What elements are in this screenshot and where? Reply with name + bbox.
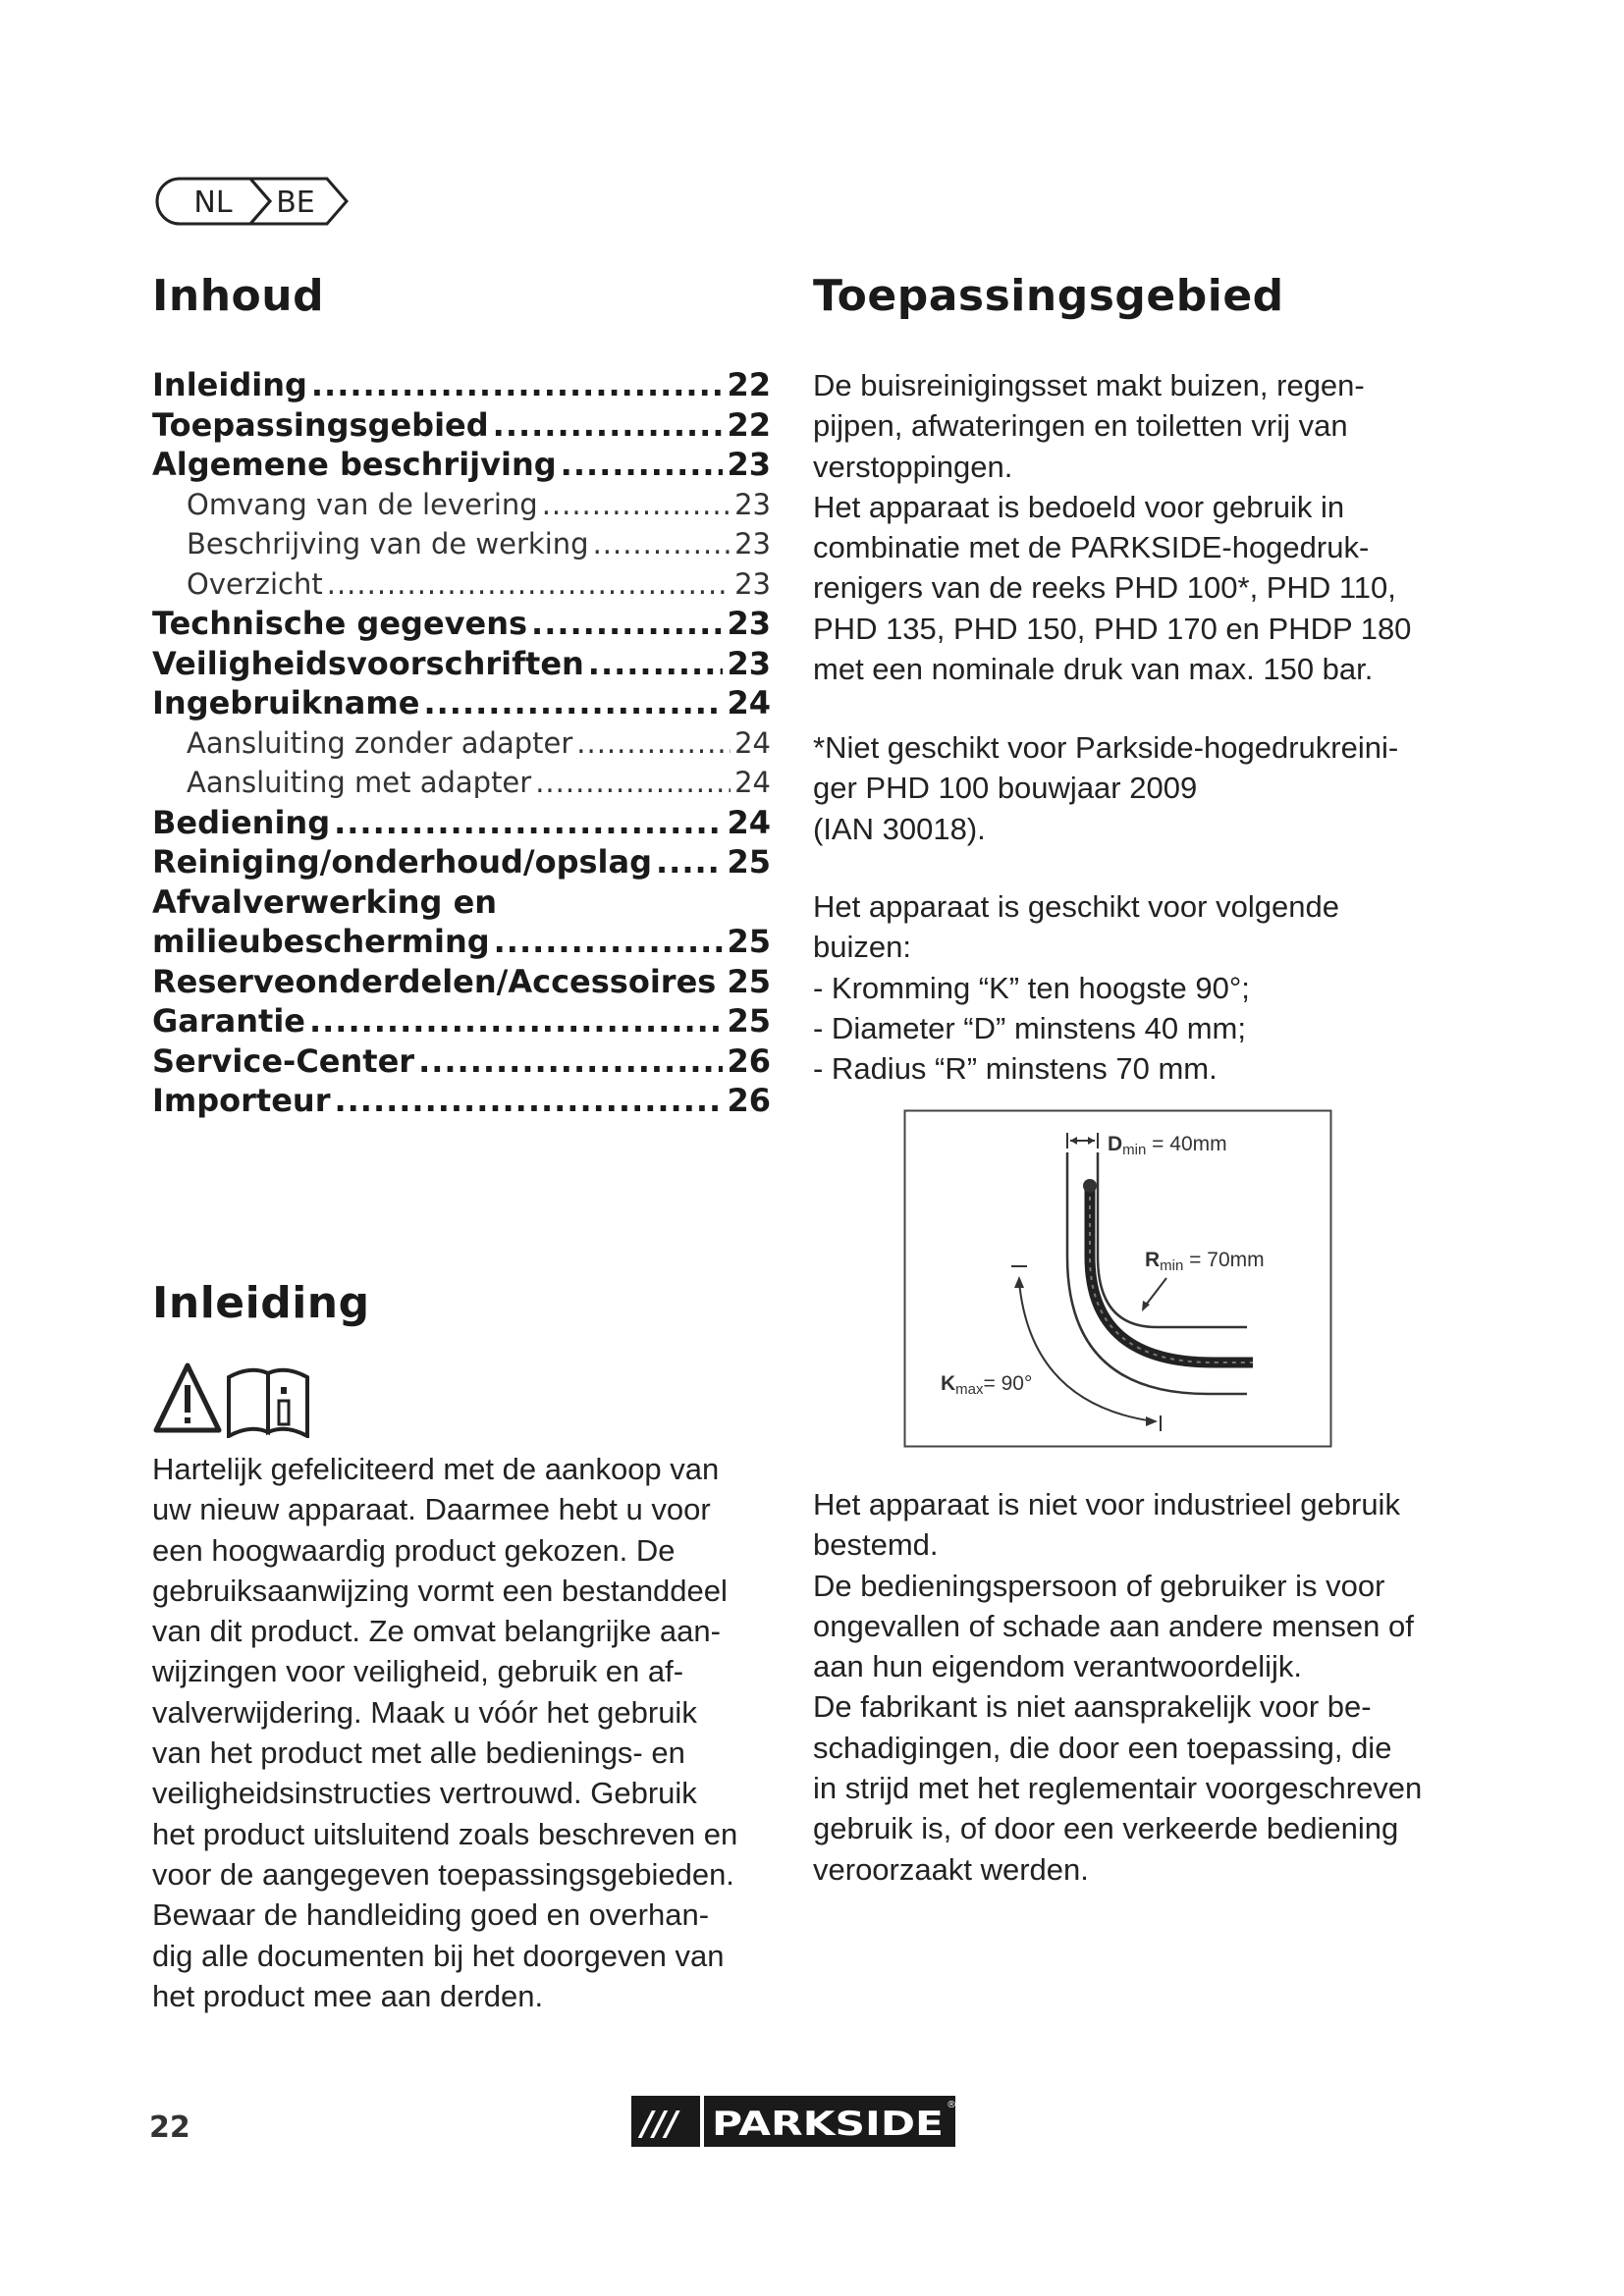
toc-entry [152, 882, 771, 923]
toc-entry [152, 405, 771, 446]
text-line: gebruik is, of door een verkeerde bediening [813, 1811, 1399, 1846]
text-line: combinatie met de PARKSIDE-hogedruk- [813, 530, 1370, 565]
toc-entry-label: Bediening [152, 803, 331, 841]
toc-entry-label: Toepassingsgebied [152, 405, 489, 444]
text-line: De fabrikant is niet aansprakelijk voor be- [813, 1689, 1372, 1725]
pipe-dimension-diagram [903, 1109, 1332, 1448]
text-line: van het product met alle bedienings- en [152, 1735, 685, 1771]
toc-entry-page: 26 [727, 1082, 771, 1119]
toepassing-para-2 [813, 727, 1398, 849]
toc-leader-dots [309, 1001, 723, 1041]
text-line: - Diameter “D” minstens 40 mm; [813, 1010, 1246, 1045]
toc-entry [152, 604, 771, 644]
toc-entry [152, 524, 771, 564]
toc-entry [152, 962, 771, 1002]
text-line: in strijd met het reglementair voorgeschreven [813, 1771, 1423, 1806]
text-line: ger PHD 100 bouwjaar 2009 [813, 771, 1198, 806]
text-line: Het apparaat is geschikt voor volgende [813, 889, 1339, 924]
toc-entry-label: Service-Center [152, 1041, 415, 1080]
toc-entry [152, 723, 771, 764]
text-line: Bewaar de handleiding goed en overhan- [152, 1897, 710, 1933]
toc-leader-dots [493, 405, 724, 446]
toc-entry-label: Aansluiting zonder adapter [187, 725, 573, 760]
text-line: Hartelijk gefeliciteerd met de aankoop van [152, 1452, 720, 1486]
toc-heading: Inhoud [152, 271, 325, 321]
toc-leader-dots [531, 604, 723, 644]
inleiding-heading: Inleiding [152, 1278, 370, 1328]
text-line: buizen: [813, 930, 911, 965]
language-badge [152, 175, 353, 228]
toc-entry [152, 1001, 771, 1041]
warning-read-manual-icon [152, 1360, 339, 1438]
text-line: veiligheidsinstructies vertrouwd. Gebruik [152, 1776, 697, 1811]
text-line: verstoppingen. [813, 449, 1013, 484]
toc-entry [152, 842, 771, 882]
toc-entry-label: Inleiding [152, 366, 307, 403]
text-line: het product uitsluitend zoals beschreven en [152, 1816, 738, 1851]
toc-entry-label: Veiligheidsvoorschriften [152, 644, 584, 682]
text-line: veroorzaakt werden. [813, 1851, 1089, 1887]
toc-entry-page: 24 [727, 803, 771, 841]
toc-entry [152, 1081, 771, 1121]
toc-leader-dots [576, 723, 731, 764]
toc-entry-page: 23 [727, 605, 771, 642]
toc-entry-label: Algemene beschrijving [152, 446, 557, 483]
toc-leader-dots [334, 803, 723, 843]
text-line: bestemd. [813, 1527, 939, 1563]
toc-leader-dots [423, 683, 723, 723]
toc-entry [152, 683, 771, 723]
page-number: 22 [149, 2110, 190, 2145]
text-line: PHD 135, PHD 150, PHD 170 en PHDP 180 [813, 611, 1412, 646]
text-line: pijpen, afwateringen en toiletten vrij van [813, 408, 1348, 444]
toc-entry-page: 24 [734, 725, 771, 760]
toc-entry-page: 25 [727, 843, 771, 881]
toc-entry-page: 22 [727, 366, 771, 403]
text-line: van dit product. Ze omvat belangrijke aan- [152, 1614, 721, 1649]
toc-entry-label: Overzicht [187, 566, 323, 601]
toc-entry-label: Aansluiting met adapter [187, 766, 532, 799]
toc-leader-dots [327, 564, 731, 605]
text-line: met een nominale druk van max. 150 bar. [813, 652, 1374, 687]
toc-leader-dots [542, 485, 731, 525]
toc-leader-dots [593, 524, 731, 564]
toc-entry [152, 485, 771, 525]
toc-entry [152, 445, 771, 485]
toc-leader-dots [494, 922, 724, 962]
toc-entry-page: 23 [734, 487, 771, 521]
toc-entry-label: Garantie [152, 1002, 305, 1040]
text-line: - Radius “R” minstens 70 mm. [813, 1051, 1218, 1087]
toc-leader-dots [588, 644, 724, 684]
text-line: wijzingen voor veiligheid, gebruik en af- [152, 1654, 684, 1689]
parkside-logo [631, 2094, 961, 2149]
k-max-label: Kmax= 90° [941, 1372, 1033, 1398]
text-line: Het apparaat is niet voor industrieel gebruik [813, 1487, 1400, 1522]
toc-entry-page: 23 [727, 644, 771, 682]
text-line: Het apparaat is bedoeld voor gebruik in [813, 489, 1345, 524]
toc-leader-dots [720, 962, 723, 1002]
text-line: schadigingen, die door een toepassing, die [813, 1730, 1392, 1765]
toc-entry-label: Omvang van de levering [187, 487, 538, 521]
text-line: - Kromming “K” ten hoogste 90°; [813, 970, 1250, 1005]
toc-entry-label: Importeur [152, 1082, 331, 1119]
toc-entry-page: 25 [727, 923, 771, 960]
toc-entry [152, 564, 771, 605]
toc-entry [152, 763, 771, 803]
toepassing-heading: Toepassingsgebied [813, 271, 1284, 321]
text-line: voor de aangegeven toepassingsgebieden. [152, 1856, 734, 1892]
toc-leader-dots [311, 365, 724, 405]
d-min-label: Dmin = 40mm [1108, 1133, 1227, 1158]
text-line: De bedieningspersoon of gebruiker is voor [813, 1568, 1385, 1603]
toc-entry-page: 23 [727, 446, 771, 483]
toepassing-para-1 [813, 365, 1411, 689]
text-line: een hoogwaardig product gekozen. De [152, 1532, 676, 1568]
toc-entry-page: 24 [734, 766, 771, 799]
toc-leader-dots [656, 842, 723, 882]
toc-entry-page: 23 [734, 566, 771, 601]
inleiding-text [152, 1449, 737, 2016]
lang-be: BE [276, 186, 315, 220]
toc-leader-dots [561, 445, 724, 485]
text-line: het product mee aan derden. [152, 1978, 544, 2013]
toc-entry [152, 365, 771, 405]
text-line: gebruiksaanwijzing vormt een bestanddeel [152, 1573, 728, 1608]
toc-entry-label: milieubescherming [152, 923, 490, 960]
text-line: renigers van de reeks PHD 100*, PHD 110, [813, 570, 1396, 606]
toc-entry [152, 803, 771, 843]
toepassing-para-3 [813, 886, 1339, 1089]
toc-leader-dots [418, 1041, 723, 1082]
toc-entry-page: 24 [727, 684, 771, 721]
toc-entry-page: 25 [727, 962, 771, 1000]
toc-entry-label: Afvalverwerking en [152, 882, 498, 921]
toc-entry [152, 644, 771, 684]
toc-entry-label: Technische gegevens [152, 605, 528, 642]
toc-entry [152, 922, 771, 962]
svg-text:®: ® [947, 2100, 956, 2110]
toc-entry-label: Reserveonderdelen/Accessoires [152, 962, 717, 1000]
toc-entry [152, 1041, 771, 1082]
toc-entry-page: 25 [727, 1002, 771, 1040]
text-line: *Niet geschikt voor Parkside-hogedrukreini- [813, 730, 1399, 765]
text-line: (IAN 30018). [813, 811, 986, 846]
text-line: uw nieuw apparaat. Daarmee hebt u voor [152, 1492, 711, 1527]
svg-text:PARKSIDE: PARKSIDE [712, 2105, 944, 2144]
text-line: valverwijdering. Maak u vóór het gebruik [152, 1694, 697, 1730]
text-line: dig alle documenten bij het doorgeven van [152, 1938, 725, 1973]
text-line: ongevallen of schade aan andere mensen of [813, 1608, 1414, 1643]
toc-entry-label: Ingebruikname [152, 684, 420, 721]
toc-entry-page: 22 [727, 405, 771, 444]
r-min-label: Rmin = 70mm [1145, 1249, 1265, 1274]
toc-entry-label: Beschrijving van de werking [187, 527, 589, 561]
toc-entry-label: Reiniging/onderhoud/opslag [152, 843, 653, 881]
toc-leader-dots [535, 763, 731, 803]
toepassing-para-4 [813, 1484, 1422, 1890]
text-line: aan hun eigendom verantwoordelijk. [813, 1649, 1303, 1684]
table-of-contents [152, 365, 771, 1121]
toc-entry-page: 23 [734, 527, 771, 561]
lang-nl: NL [193, 186, 233, 220]
svg-text:///: /// [641, 2105, 678, 2144]
text-line: De buisreinigingsset makt buizen, regen- [813, 368, 1365, 402]
toc-leader-dots [334, 1081, 723, 1121]
toc-entry-page: 26 [727, 1041, 771, 1080]
